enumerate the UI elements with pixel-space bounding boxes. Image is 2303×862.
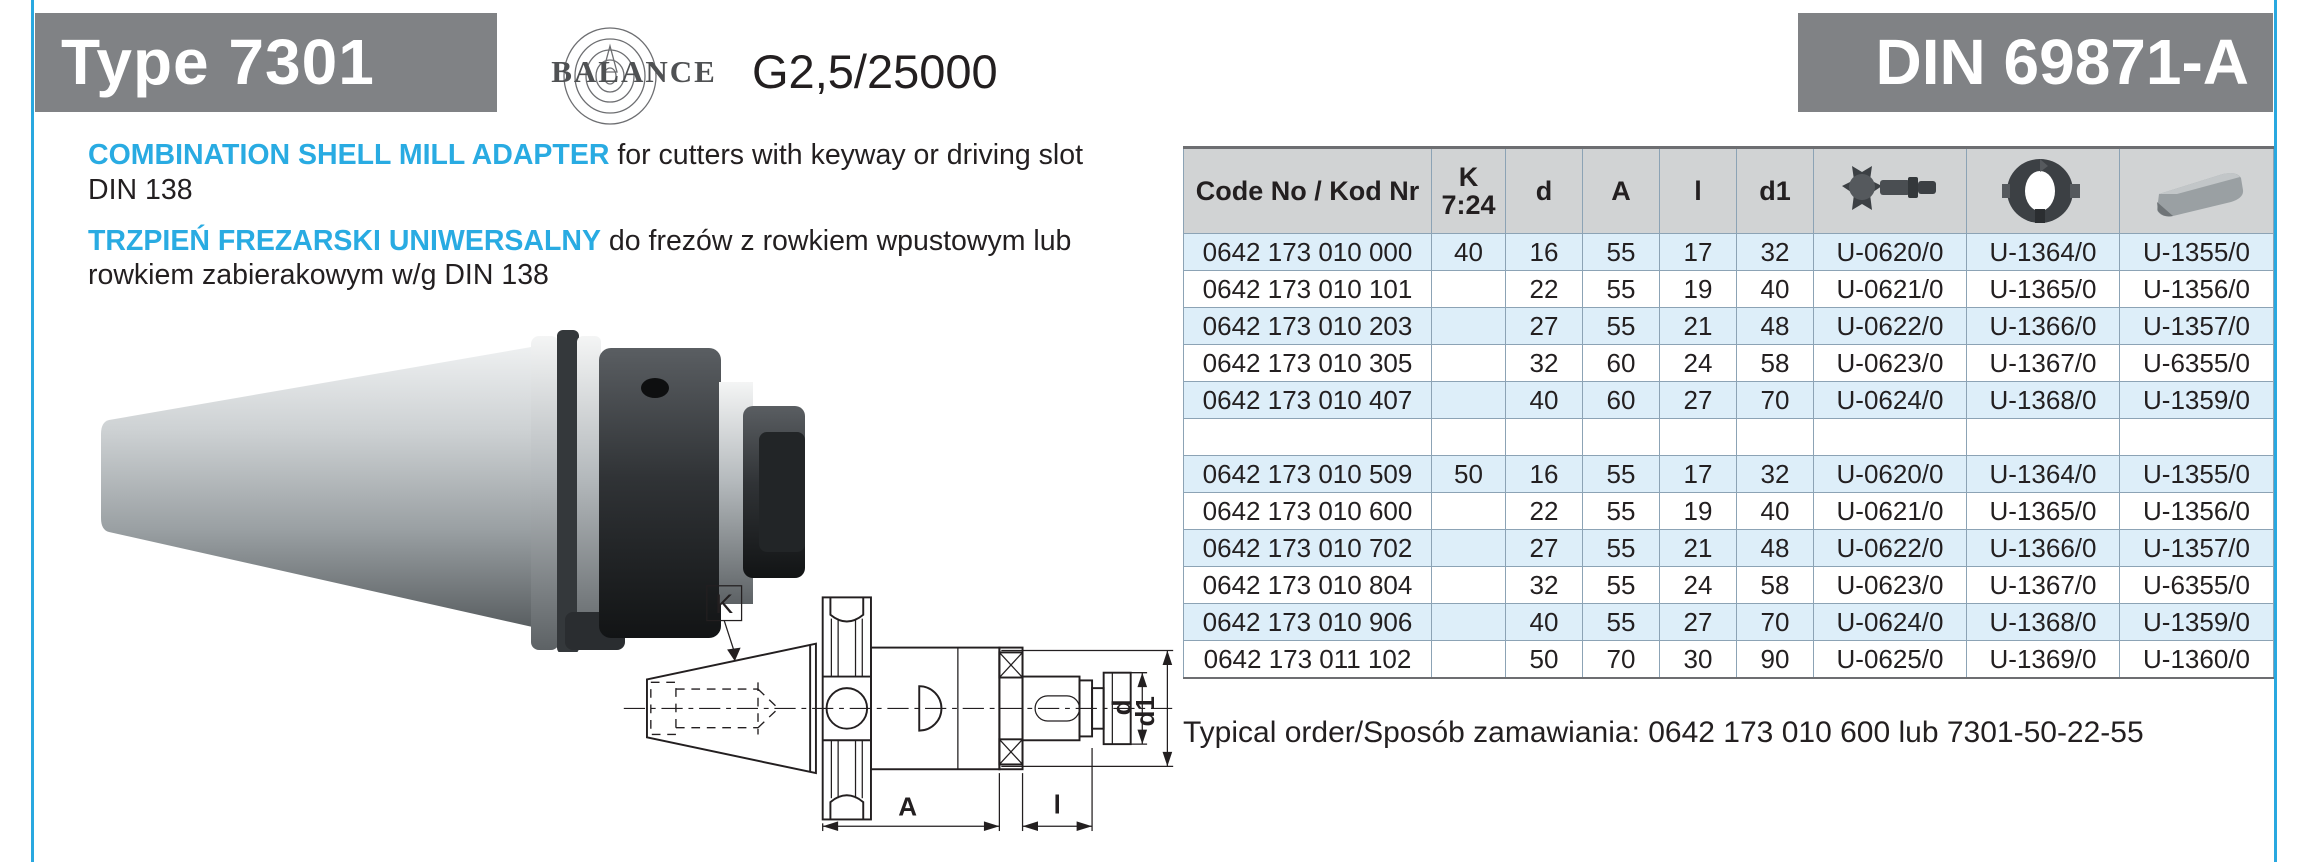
value-cell: 32 bbox=[1506, 345, 1583, 382]
table-row bbox=[1184, 530, 2274, 567]
value-cell: U-0624/0 bbox=[1814, 382, 1967, 419]
dim-label-l: l bbox=[1053, 789, 1061, 820]
value-cell: U-1356/0 bbox=[2120, 271, 2274, 308]
code-cell: 0642 173 010 906 bbox=[1184, 604, 1432, 641]
value-cell: 16 bbox=[1506, 456, 1583, 493]
table-header-row bbox=[1184, 148, 2274, 234]
value-cell: U-1360/0 bbox=[2120, 641, 2274, 679]
value-cell: U-1367/0 bbox=[1967, 345, 2120, 382]
description-en-title: COMBINATION SHELL MILL ADAPTER bbox=[88, 139, 610, 171]
value-cell: U-0622/0 bbox=[1814, 308, 1967, 345]
code-cell: 0642 173 010 804 bbox=[1184, 567, 1432, 604]
value-cell: U-1366/0 bbox=[1967, 308, 2120, 345]
value-cell: 32 bbox=[1737, 234, 1814, 271]
value-cell: 55 bbox=[1583, 493, 1660, 530]
value-cell: 32 bbox=[1737, 456, 1814, 493]
value-cell: U-1359/0 bbox=[2120, 382, 2274, 419]
dim-label-a: A bbox=[898, 791, 918, 822]
value-cell: 50 bbox=[1432, 456, 1506, 493]
value-cell: 58 bbox=[1737, 567, 1814, 604]
value-cell bbox=[1967, 419, 2120, 456]
code-cell: 0642 173 010 407 bbox=[1184, 382, 1432, 419]
value-cell: 55 bbox=[1583, 271, 1660, 308]
code-cell bbox=[1184, 419, 1432, 456]
value-cell: 24 bbox=[1660, 567, 1737, 604]
description-pl-text: do frezów z rowkiem wpustowym lub rowkiem zabierakowym w/g DIN 138 bbox=[88, 224, 1072, 292]
value-cell: 27 bbox=[1660, 604, 1737, 641]
value-cell: 55 bbox=[1583, 604, 1660, 641]
col-header-a: A bbox=[1583, 148, 1660, 234]
value-cell: U-0620/0 bbox=[1814, 456, 1967, 493]
value-cell: 40 bbox=[1737, 271, 1814, 308]
value-cell: U-6355/0 bbox=[2120, 345, 2274, 382]
code-cell: 0642 173 010 000 bbox=[1184, 234, 1432, 271]
table-row bbox=[1184, 604, 2274, 641]
code-cell: 0642 173 010 305 bbox=[1184, 345, 1432, 382]
typical-order-note: Typical order/Sposób zamawiania: 0642 173 010 600 lub 7301-50-22-55 bbox=[1183, 716, 2144, 749]
value-cell: 70 bbox=[1737, 382, 1814, 419]
value-cell: 60 bbox=[1583, 345, 1660, 382]
table-row bbox=[1184, 345, 2274, 382]
table-row bbox=[1184, 308, 2274, 345]
value-cell bbox=[1432, 604, 1506, 641]
balance-logo bbox=[524, 18, 1084, 122]
value-cell: U-0621/0 bbox=[1814, 271, 1967, 308]
code-cell: 0642 173 010 203 bbox=[1184, 308, 1432, 345]
value-cell: 27 bbox=[1506, 530, 1583, 567]
value-cell: U-1355/0 bbox=[2120, 234, 2274, 271]
dim-label-k: K bbox=[715, 588, 734, 619]
value-cell bbox=[1432, 382, 1506, 419]
value-cell: 27 bbox=[1506, 308, 1583, 345]
value-cell: U-1367/0 bbox=[1967, 567, 2120, 604]
value-cell bbox=[2120, 419, 2274, 456]
col-header-drive-ring bbox=[1967, 148, 2120, 234]
col-header-k-line1: K bbox=[1458, 161, 1479, 192]
col-header-l: l bbox=[1660, 148, 1737, 234]
value-cell: 16 bbox=[1506, 234, 1583, 271]
value-cell: 55 bbox=[1583, 530, 1660, 567]
dim-label-d: d bbox=[1106, 699, 1137, 716]
value-cell: 60 bbox=[1583, 382, 1660, 419]
type-title: Type 7301 bbox=[35, 13, 497, 112]
value-cell: 24 bbox=[1660, 345, 1737, 382]
col-header-clamping-screw bbox=[1814, 148, 1967, 234]
value-cell: 40 bbox=[1506, 604, 1583, 641]
code-cell: 0642 173 010 101 bbox=[1184, 271, 1432, 308]
value-cell: U-1355/0 bbox=[2120, 456, 2274, 493]
value-cell: 55 bbox=[1583, 308, 1660, 345]
table-row bbox=[1184, 382, 2274, 419]
description-en bbox=[88, 138, 1093, 208]
description-pl-title: TRZPIEŃ FREZARSKI UNIWERSALNY bbox=[88, 224, 601, 257]
value-cell: U-0621/0 bbox=[1814, 493, 1967, 530]
col-header-d1: d1 bbox=[1737, 148, 1814, 234]
value-cell bbox=[1432, 641, 1506, 679]
description-pl bbox=[88, 224, 1093, 294]
value-cell: 55 bbox=[1583, 234, 1660, 271]
value-cell: U-1365/0 bbox=[1967, 493, 2120, 530]
code-cell: 0642 173 011 102 bbox=[1184, 641, 1432, 679]
table-row bbox=[1184, 271, 2274, 308]
value-cell bbox=[1737, 419, 1814, 456]
din-standard-title: DIN 69871-A bbox=[1798, 13, 2273, 112]
table-row bbox=[1184, 493, 2274, 530]
dim-label-d1: d1 bbox=[1129, 696, 1160, 727]
value-cell: U-1356/0 bbox=[2120, 493, 2274, 530]
value-cell: 48 bbox=[1737, 308, 1814, 345]
value-cell: 48 bbox=[1737, 530, 1814, 567]
value-cell: 55 bbox=[1583, 456, 1660, 493]
value-cell: 32 bbox=[1506, 567, 1583, 604]
value-cell: 17 bbox=[1660, 234, 1737, 271]
value-cell: 50 bbox=[1506, 641, 1583, 679]
value-cell: U-1369/0 bbox=[1967, 641, 2120, 679]
value-cell: 21 bbox=[1660, 530, 1737, 567]
code-cell: 0642 173 010 702 bbox=[1184, 530, 1432, 567]
value-cell bbox=[1432, 493, 1506, 530]
balance-brand-text: BALANCE bbox=[551, 54, 717, 89]
key-icon bbox=[2137, 160, 2257, 222]
value-cell: U-1359/0 bbox=[2120, 604, 2274, 641]
value-cell: U-0622/0 bbox=[1814, 530, 1967, 567]
value-cell: 30 bbox=[1660, 641, 1737, 679]
value-cell: U-0623/0 bbox=[1814, 345, 1967, 382]
description-en-text: for cutters with keyway or driving slot DIN 138 bbox=[88, 139, 1084, 206]
spec-table bbox=[1183, 146, 2274, 679]
value-cell bbox=[1432, 345, 1506, 382]
value-cell bbox=[1660, 419, 1737, 456]
value-cell: 40 bbox=[1506, 382, 1583, 419]
drive-ring-icon bbox=[1988, 156, 2098, 226]
col-header-d: d bbox=[1506, 148, 1583, 234]
value-cell: 21 bbox=[1660, 308, 1737, 345]
value-cell bbox=[1814, 419, 1967, 456]
value-cell: U-0623/0 bbox=[1814, 567, 1967, 604]
product-description bbox=[88, 138, 1093, 309]
col-header-k-line2: 7:24 bbox=[1441, 190, 1496, 220]
value-cell: 70 bbox=[1583, 641, 1660, 679]
value-cell bbox=[1432, 308, 1506, 345]
value-cell: U-0625/0 bbox=[1814, 641, 1967, 679]
value-cell: 17 bbox=[1660, 456, 1737, 493]
value-cell: 55 bbox=[1583, 567, 1660, 604]
value-cell: 90 bbox=[1737, 641, 1814, 679]
table-row bbox=[1184, 567, 2274, 604]
value-cell: 22 bbox=[1506, 493, 1583, 530]
code-cell: 0642 173 010 509 bbox=[1184, 456, 1432, 493]
value-cell: U-0624/0 bbox=[1814, 604, 1967, 641]
col-header-key bbox=[2120, 148, 2274, 234]
balance-grade-value: G2,5/25000 bbox=[752, 45, 998, 98]
clamping-screw-icon bbox=[1830, 158, 1950, 224]
value-cell: U-1357/0 bbox=[2120, 530, 2274, 567]
value-cell: U-1357/0 bbox=[2120, 308, 2274, 345]
value-cell: U-0620/0 bbox=[1814, 234, 1967, 271]
value-cell: U-1365/0 bbox=[1967, 271, 2120, 308]
value-cell: 40 bbox=[1432, 234, 1506, 271]
table-row bbox=[1184, 419, 2274, 456]
value-cell: U-6355/0 bbox=[2120, 567, 2274, 604]
spec-table-body bbox=[1184, 234, 2274, 679]
value-cell: 40 bbox=[1737, 493, 1814, 530]
value-cell: U-1368/0 bbox=[1967, 382, 2120, 419]
code-cell: 0642 173 010 600 bbox=[1184, 493, 1432, 530]
value-cell bbox=[1506, 419, 1583, 456]
value-cell: 22 bbox=[1506, 271, 1583, 308]
value-cell: U-1364/0 bbox=[1967, 234, 2120, 271]
value-cell bbox=[1432, 530, 1506, 567]
value-cell: 27 bbox=[1660, 382, 1737, 419]
left-edge-rule bbox=[31, 0, 34, 862]
value-cell: U-1366/0 bbox=[1967, 530, 2120, 567]
value-cell bbox=[1432, 419, 1506, 456]
value-cell bbox=[1432, 567, 1506, 604]
table-row bbox=[1184, 234, 2274, 271]
value-cell bbox=[1432, 271, 1506, 308]
value-cell: U-1368/0 bbox=[1967, 604, 2120, 641]
value-cell bbox=[1583, 419, 1660, 456]
table-row bbox=[1184, 641, 2274, 679]
table-row bbox=[1184, 456, 2274, 493]
value-cell: 19 bbox=[1660, 493, 1737, 530]
technical-drawing bbox=[618, 556, 1178, 856]
value-cell: U-1364/0 bbox=[1967, 456, 2120, 493]
value-cell: 58 bbox=[1737, 345, 1814, 382]
col-header-k bbox=[1432, 148, 1506, 234]
col-header-code: Code No / Kod Nr bbox=[1184, 148, 1432, 234]
value-cell: 19 bbox=[1660, 271, 1737, 308]
value-cell: 70 bbox=[1737, 604, 1814, 641]
